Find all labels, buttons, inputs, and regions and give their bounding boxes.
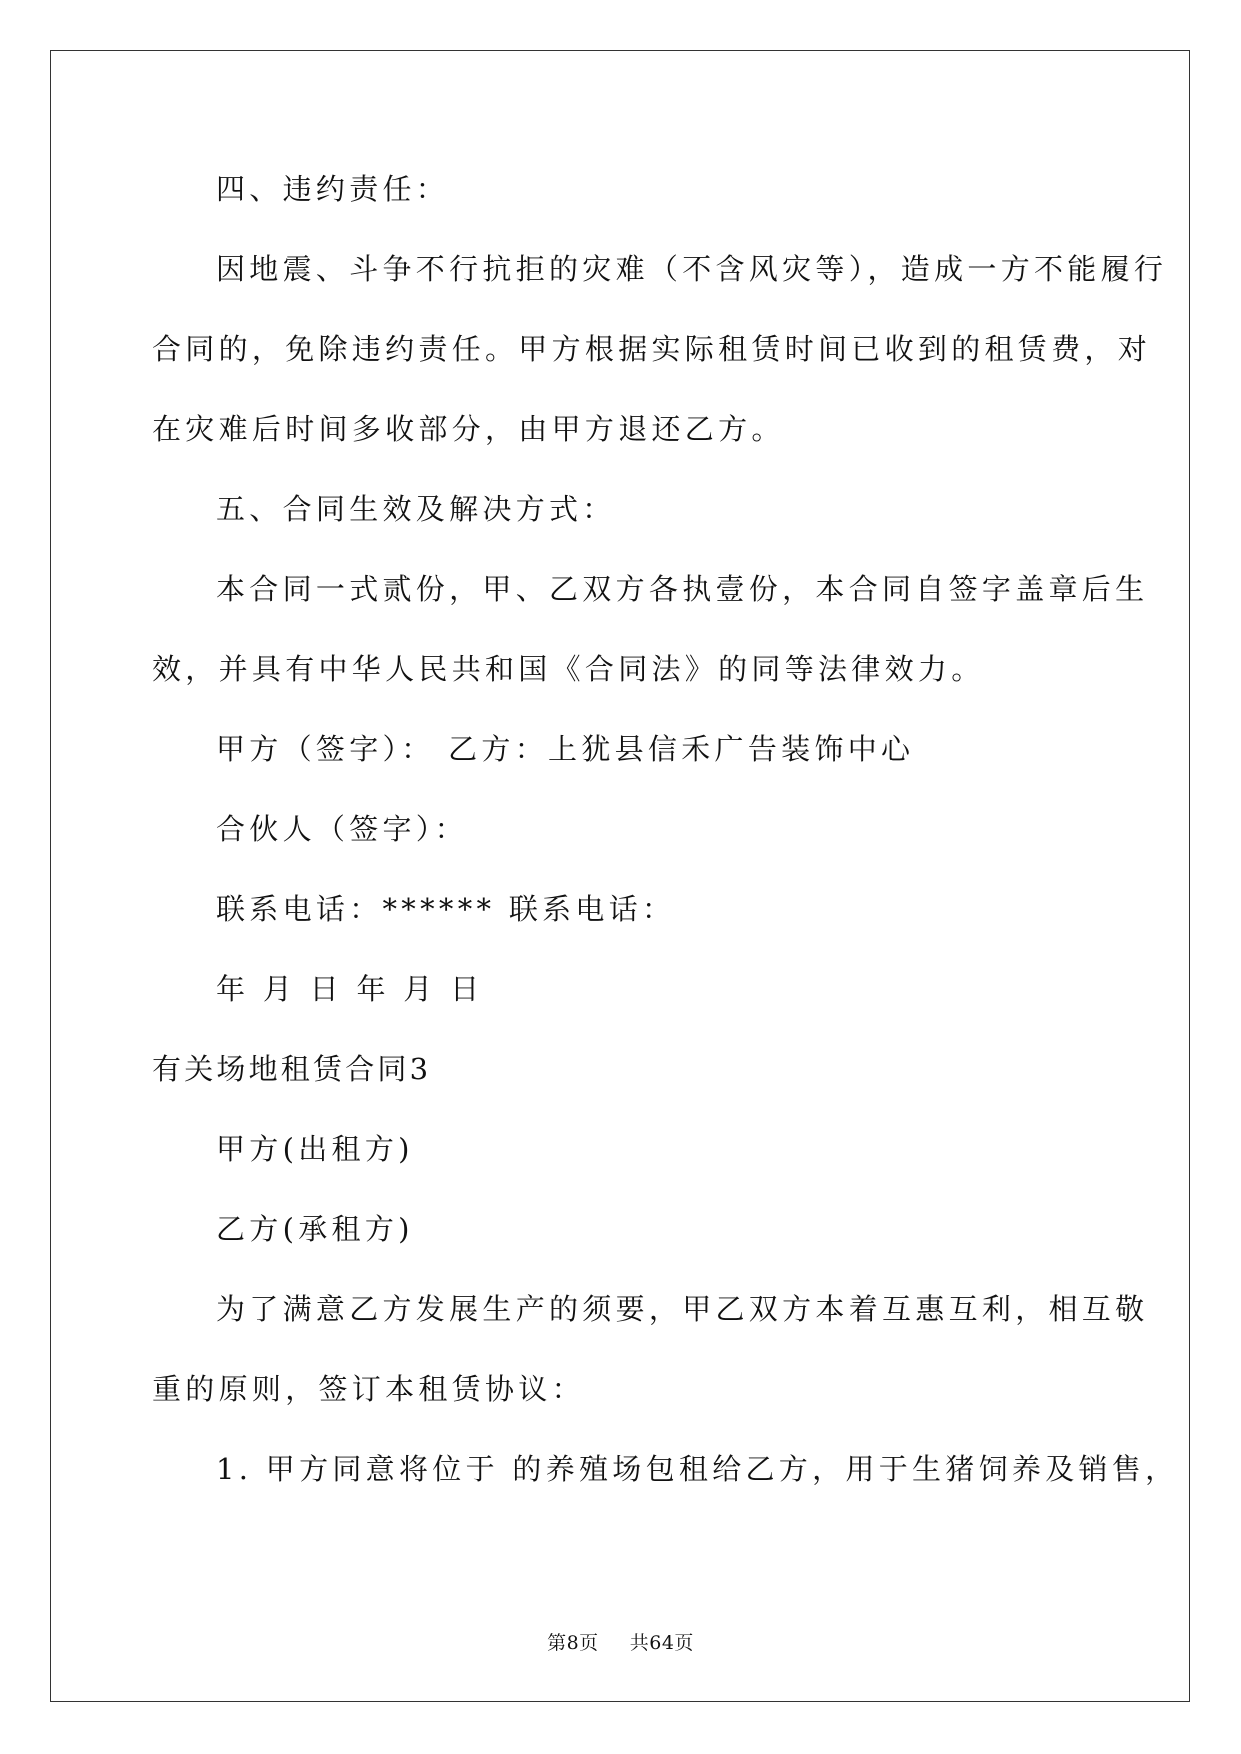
- paragraph-line: 效，并具有中华人民共和国《合同法》的同等法律效力。: [152, 652, 985, 686]
- paragraph-line: 本合同一式贰份，甲、乙双方各执壹份，本合同自签字盖章后生: [216, 572, 1149, 606]
- paragraph-line: 重的原则，签订本租赁协议：: [152, 1372, 585, 1406]
- partner-signature-line: 合伙人（签字）：: [216, 812, 468, 846]
- page-footer: [0, 1628, 1241, 1655]
- paragraph-line: 因地震、斗争不行抗拒的灾难（不含风灾等），造成一方不能履行: [216, 252, 1168, 286]
- contact-phone-line: 联系电话：****** 联系电话：: [216, 892, 676, 926]
- party-b-line: 乙方(承租方): [216, 1212, 414, 1246]
- total-pages: 共64页: [629, 1632, 694, 1654]
- party-a-line: 甲方(出租方): [216, 1132, 414, 1166]
- paragraph-line: 在灾难后时间多收部分，由甲方退还乙方。: [152, 412, 785, 446]
- document-title: 有关场地租赁合同3: [152, 1052, 432, 1086]
- paragraph-line: 合同的，免除违约责任。甲方根据实际租赁时间已收到的租赁费，对: [152, 332, 1152, 366]
- section-heading-breach: 四、违约责任：: [216, 172, 450, 206]
- clause-1-line: 1. 甲方同意将位于 的养殖场包租给乙方，用于生猪饲养及销售，: [216, 1452, 1179, 1486]
- section-heading-effect: 五、合同生效及解决方式：: [216, 492, 616, 526]
- signature-line: 甲方（签字）： 乙方：上犹县信禾广告装饰中心: [216, 732, 915, 766]
- page-number: 第8页: [547, 1632, 599, 1654]
- paragraph-line: 为了满意乙方发展生产的须要，甲乙双方本着互惠互利，相互敬: [216, 1292, 1149, 1326]
- date-line: 年 月 日 年 月 日: [216, 972, 484, 1006]
